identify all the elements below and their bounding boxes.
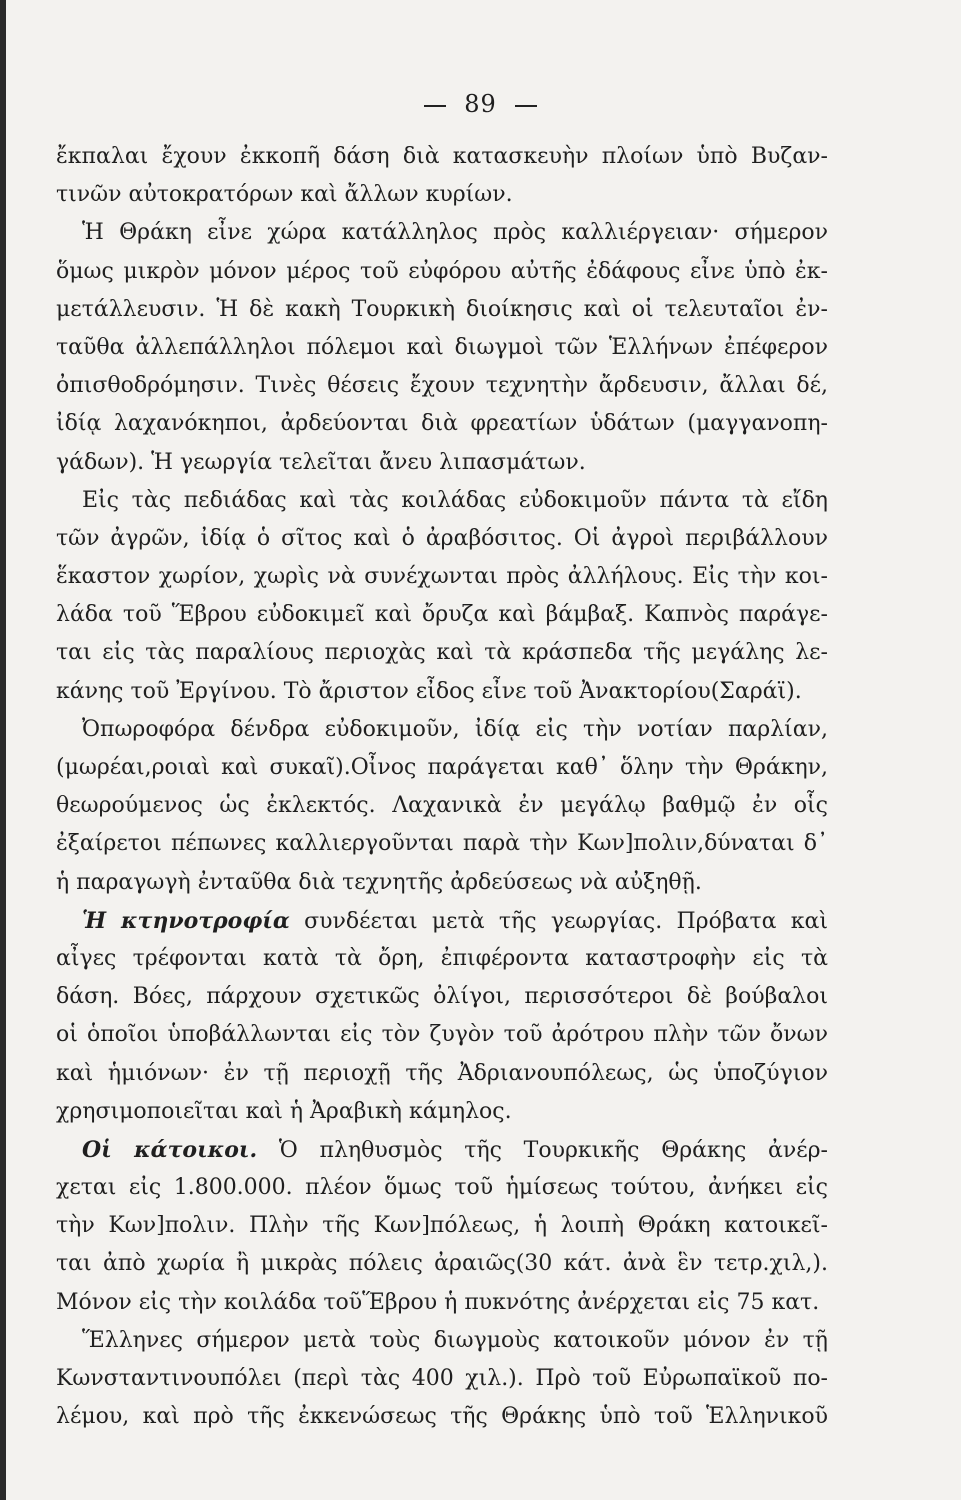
text-line [56,405,828,443]
text-line [56,214,828,252]
text-line-content: λάδα τοῦ Ἕβρου εὐδοκιμεῖ καὶ ὄρυζα καὶ βάμβαξ. Καπνὸς παράγε- [56,602,828,628]
text-line [56,1055,828,1093]
text-line-content: τῶν ἀγρῶν, ἰδίᾳ ὁ σῖτος καὶ ὁ ἀραβόσιτος. Οἱ ἀγροὶ περιβάλλουν [56,525,828,551]
body-text [56,138,828,1436]
text-line-content: ἔκπαλαι ἔχουν ἐκκοπῆ δάση διὰ κατασκευὴν πλοίων ὑπὸ Βυζαν- [56,144,828,169]
text-line [56,1093,828,1131]
text-line [56,1398,828,1436]
text-line-content: χρησιμοποιεῖται καὶ ἡ Ἀραβικὴ κάμηλος. [56,1098,512,1124]
text-line [56,1169,828,1207]
text-line [56,291,828,329]
text-line-content: τὴν Κων]πολιν. Πλὴν τῆς Κων]πόλεως, ἡ λοιπὴ Θράκη κατοικεῖ- [56,1213,828,1239]
text-line-content: Κωνσταντινουπόλει (περὶ τὰς 400 χιλ.). Πρὸ τοῦ Εὐρωπαϊκοῦ πο- [56,1366,828,1391]
text-line [56,864,828,902]
text-line [56,444,828,482]
page-number-text: 89 [464,90,497,118]
text-line [56,329,828,367]
section-heading: Ἡ κτηνοτροφία [82,907,290,934]
text-line-content: θεωρούμενος ὡς ἐκλεκτός. Λαχανικὰ ἐν μεγάλῳ βαθμῷ ἐν οἷς [56,793,828,819]
page-number [0,90,961,118]
dash-left [424,105,446,107]
page-edge-shadow [0,0,6,1500]
text-line [56,253,828,291]
text-line-content: Ἕλληνες σήμερον μετὰ τοὺς διωγμοὺς κατοικοῦν μόνον ἐν τῇ [82,1327,828,1353]
text-line [56,176,828,214]
text-line [56,825,828,863]
text-line [56,787,828,825]
text-line [56,596,828,634]
text-line-content: ἕκαστον χωρίον, χωρὶς νὰ συνέχωνται πρὸς ἀλλήλους. Εἰς τὴν κοι- [56,564,828,590]
text-line-content: ὀπισθοδρόμησιν. Τινὲς θέσεις ἔχουν τεχνητὴν ἄρδευσιν, ἄλλαι δέ, [56,373,828,399]
text-line [56,482,828,520]
text-line [56,673,828,711]
section-heading: Οἱ κάτοικοι. [82,1136,258,1163]
text-line [56,978,828,1016]
text-line-content: κάνης τοῦ Ἐργίνου. Τὸ ἄριστον εἶδος εἶνε τοῦ Ἀνακτορίου(Σαράϊ). [56,678,802,704]
text-line-content: χεται εἰς 1.800.000. πλέον ὅμως τοῦ ἡμίσεως τούτου, ἀνήκει εἰς [56,1175,828,1201]
text-line-content: Εἰς τὰς πεδιάδας καὶ τὰς κοιλάδας εὐδοκιμοῦν πάντα τὰ εἴδη [82,487,828,513]
text-line [56,558,828,596]
dash-right [515,105,537,107]
text-line-content: ἡ παραγωγὴ ἐνταῦθα διὰ τεχνητῆς ἀρδεύσεως νὰ αὐξηθῇ. [56,869,702,895]
text-line [56,1245,828,1283]
text-line [56,367,828,405]
text-line [56,1322,828,1360]
text-line-content: ἰδίᾳ λαχανόκηποι, ἀρδεύονται διὰ φρεατίων ὑδάτων (μαγγανοπη- [56,411,828,437]
text-line-content: (μωρέαι,ροιαὶ καὶ συκαῖ).Οἶνος παράγεται καθ᾽ ὅλην τὴν Θράκην, [56,755,828,780]
text-line-content: Ὁ πληθυσμὸς τῆς Τουρκικῆς Θράκης ἀνέρ- [257,1137,828,1163]
text-line-content: Ὀπωροφόρα δένδρα εὐδοκιμοῦν, ἰδίᾳ εἰς τὴν νοτίαν παρλίαν, [82,716,828,742]
text-line [56,138,828,176]
text-line [56,634,828,672]
text-line [56,711,828,749]
text-line [56,1207,828,1245]
text-line-content: δάση. Βόες, πάρχουν σχετικῶς ὀλίγοι, περισσότεροι δὲ βούβαλοι [56,984,828,1010]
text-line-content: λέμου, καὶ πρὸ τῆς ἐκκενώσεως τῆς Θράκης ὑπὸ τοῦ Ἑλληνικοῦ [56,1404,828,1430]
text-line [56,520,828,558]
text-line-content: Ἡ Θράκη εἶνε χώρα κατάλληλος πρὸς καλλιέργειαν· σήμερον [82,220,828,246]
text-line [56,1284,828,1322]
text-line [56,902,828,940]
text-line-content: Μόνον εἰς τὴν κοιλάδα τοῦἝβρου ἡ πυκνότης ἀνέρχεται εἰς 75 κατ. [56,1289,820,1315]
text-line-content: ταῦθα ἀλλεπάλληλοι πόλεμοι καὶ διωγμοὶ τῶν Ἑλλήνων ἐπέφερον [56,334,828,360]
text-line-content: ὅμως μικρὸν μόνον μέρος τοῦ εὐφόρου αὐτῆς ἐδάφους εἶνε ὑπὸ ἐκ- [56,258,828,284]
text-line-content: καὶ ἡμιόνων· ἐν τῇ περιοχῇ τῆς Ἀδριανουπόλεως, ὡς ὑποζύγιον [56,1060,828,1086]
text-line-content: ἐξαίρετοι πέπωνες καλλιεργοῦνται παρὰ τὴν Κων]πολιν,δύναται δ᾽ [56,831,828,857]
text-line [56,1131,828,1169]
text-line-content: ται ἀπὸ χωρία ἢ μικρὰς πόλεις ἀραιῶς(30 κάτ. ἀνὰ ἓν τετρ.χιλ,). [56,1251,828,1277]
text-line [56,749,828,787]
text-line-content: μετάλλευσιν. Ἡ δὲ κακὴ Τουρκικὴ διοίκησις καὶ οἱ τελευταῖοι ἐν- [56,296,828,322]
text-line-content: ται εἰς τὰς παραλίους περιοχὰς καὶ τὰ κράσπεδα τῆς μεγάλης λε- [56,640,828,666]
text-line-content: οἱ ὁποῖοι ὑποβάλλωνται εἰς τὸν ζυγὸν τοῦ ἀρότρου πλὴν τῶν ὄνων [56,1022,828,1048]
text-line-content: γάδων). Ἡ γεωργία τελεῖται ἄνευ λιπασμάτων. [56,449,586,475]
text-line-content: αἶγες τρέφονται κατὰ τὰ ὄρη, ἐπιφέροντα καταστροφὴν εἰς τὰ [56,945,828,971]
text-line [56,1360,828,1398]
text-line [56,940,828,978]
text-line [56,1016,828,1054]
text-line-content: συνδέεται μετὰ τῆς γεωργίας. Πρόβατα καὶ [289,908,828,934]
text-line-content: τινῶν αὐτοκρατόρων καὶ ἄλλων κυρίων. [56,182,513,208]
